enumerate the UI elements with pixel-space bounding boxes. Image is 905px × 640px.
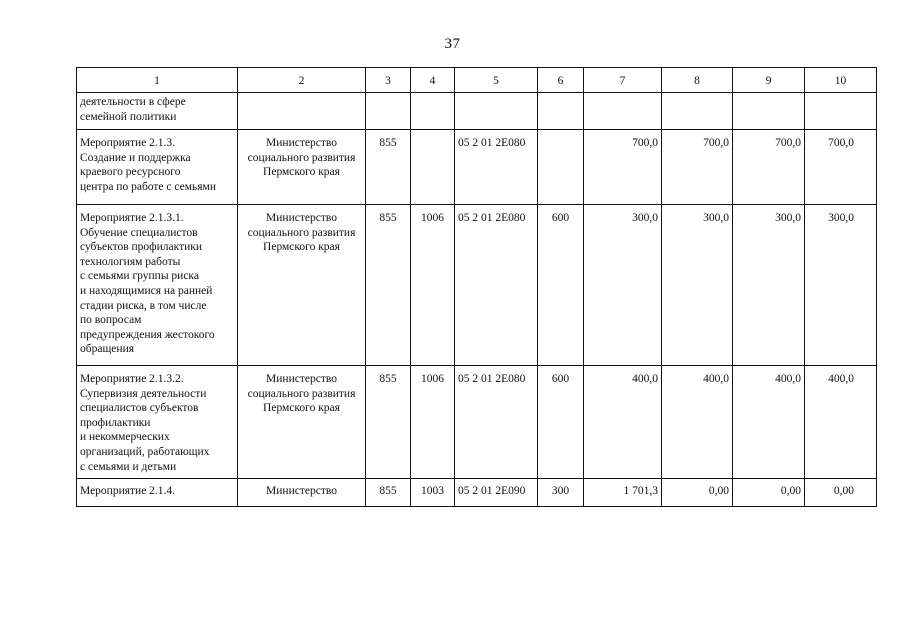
amount-cell: 700,0 <box>805 130 877 205</box>
measure-name-cell: Мероприятие 2.1.4. <box>77 479 238 507</box>
rzpr-cell <box>411 93 455 130</box>
vr-cell: 600 <box>538 205 584 366</box>
grbs-cell: 855 <box>366 366 411 479</box>
amount-cell: 700,0 <box>584 130 662 205</box>
amount-cell <box>805 93 877 130</box>
rzpr-cell: 1003 <box>411 479 455 507</box>
csr-cell: 05 2 01 2Е080 <box>455 366 538 479</box>
amount-cell: 1 701,3 <box>584 479 662 507</box>
column-header: 4 <box>411 68 455 93</box>
column-header: 8 <box>662 68 733 93</box>
table-row <box>77 366 877 479</box>
column-header: 5 <box>455 68 538 93</box>
grbs-cell: 855 <box>366 479 411 507</box>
amount-cell <box>662 93 733 130</box>
vr-cell <box>538 93 584 130</box>
amount-cell: 300,0 <box>805 205 877 366</box>
csr-cell: 05 2 01 2Е080 <box>455 205 538 366</box>
rzpr-cell <box>411 130 455 205</box>
executor-cell <box>238 93 366 130</box>
executor-cell: Министерство <box>238 479 366 507</box>
amount-cell: 700,0 <box>662 130 733 205</box>
column-header: 6 <box>538 68 584 93</box>
amount-cell: 400,0 <box>662 366 733 479</box>
grbs-cell: 855 <box>366 205 411 366</box>
vr-cell: 600 <box>538 366 584 479</box>
measure-name-cell: Мероприятие 2.1.3.1. Обучение специалистов субъектов профилактики технологиям работы с семьями группы риска и находящимися на ранней стадии риска, в том числе по вопросам предупреждения жестокого обращения <box>77 205 238 366</box>
vr-cell <box>538 130 584 205</box>
csr-cell: 05 2 01 2Е080 <box>455 130 538 205</box>
amount-cell: 400,0 <box>805 366 877 479</box>
amount-cell: 300,0 <box>733 205 805 366</box>
amount-cell <box>584 93 662 130</box>
column-header: 3 <box>366 68 411 93</box>
column-header: 1 <box>77 68 238 93</box>
grbs-cell <box>366 93 411 130</box>
measure-name-cell: Мероприятие 2.1.3.2. Супервизия деятельности специалистов субъектов профилактики и некоммерческих организаций, работающих с семьями и детьми <box>77 366 238 479</box>
amount-cell: 300,0 <box>662 205 733 366</box>
amount-cell <box>733 93 805 130</box>
table-row <box>77 205 877 366</box>
page-number: 37 <box>444 36 461 52</box>
csr-cell <box>455 93 538 130</box>
rzpr-cell: 1006 <box>411 205 455 366</box>
csr-cell: 05 2 01 2Е090 <box>455 479 538 507</box>
header-row <box>77 68 877 93</box>
amount-cell: 300,0 <box>584 205 662 366</box>
executor-cell: Министерство социального развития Пермского края <box>238 205 366 366</box>
amount-cell: 0,00 <box>733 479 805 507</box>
budget-table <box>76 67 877 507</box>
column-header: 10 <box>805 68 877 93</box>
amount-cell: 0,00 <box>662 479 733 507</box>
vr-cell: 300 <box>538 479 584 507</box>
amount-cell: 0,00 <box>805 479 877 507</box>
column-header: 9 <box>733 68 805 93</box>
executor-cell: Министерство социального развития Пермского края <box>238 130 366 205</box>
table-row <box>77 93 877 130</box>
grbs-cell: 855 <box>366 130 411 205</box>
column-header: 7 <box>584 68 662 93</box>
table-row <box>77 130 877 205</box>
measure-name-cell: Мероприятие 2.1.3. Создание и поддержка краевого ресурсного центра по работе с семьями <box>77 130 238 205</box>
executor-cell: Министерство социального развития Пермского края <box>238 366 366 479</box>
table-row <box>77 479 877 507</box>
rzpr-cell: 1006 <box>411 366 455 479</box>
amount-cell: 700,0 <box>733 130 805 205</box>
measure-name-cell: деятельности в сфере семейной политики <box>77 93 238 130</box>
amount-cell: 400,0 <box>584 366 662 479</box>
column-header: 2 <box>238 68 366 93</box>
amount-cell: 400,0 <box>733 366 805 479</box>
